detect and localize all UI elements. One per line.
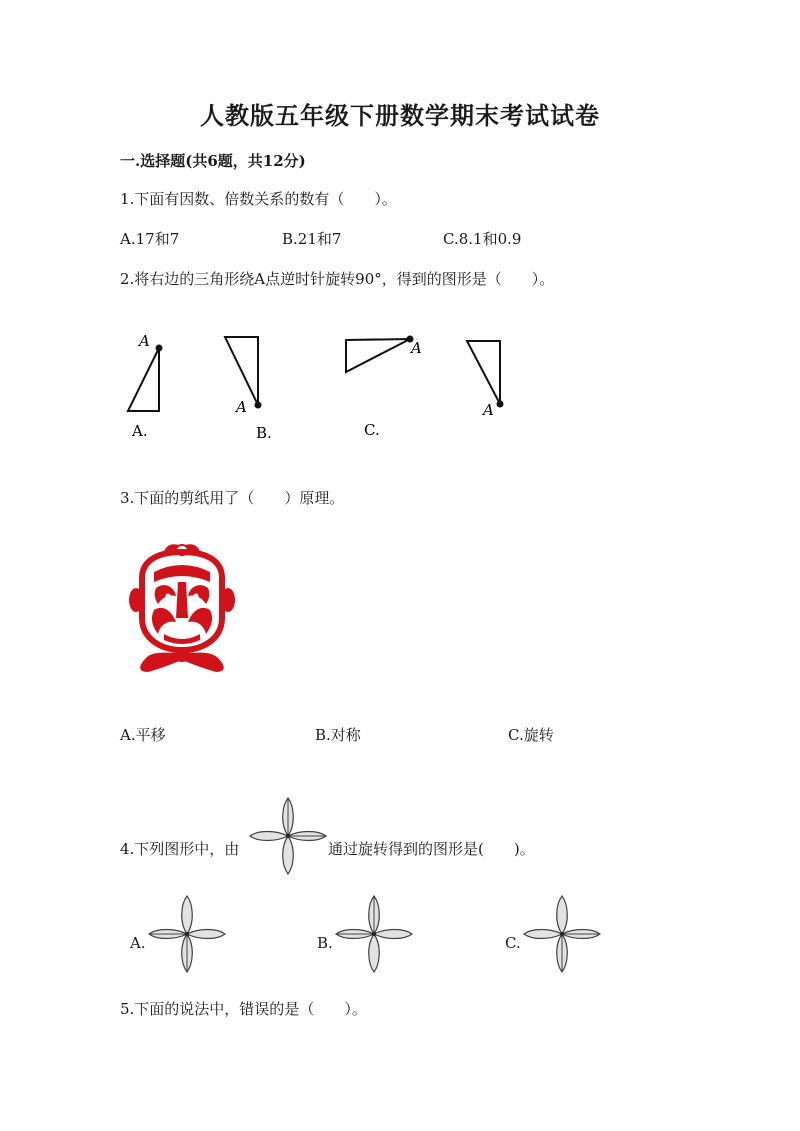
- question-5-text: 5.下面的说法中，错误的是（ ）。: [120, 1000, 367, 1018]
- point-label: A: [483, 401, 494, 419]
- section-heading: 一.选择题(共6题，共12分): [120, 152, 306, 170]
- flower-original-icon: [248, 796, 328, 876]
- triangle-option-b: [225, 337, 272, 442]
- question-4-option-a: A.: [130, 934, 146, 952]
- figure-label-b: B.: [256, 424, 272, 442]
- question-3-option-a: A.平移: [120, 726, 166, 744]
- flower-option-b-icon: [334, 894, 414, 974]
- original-triangle: [467, 341, 504, 419]
- figure-label-c: C.: [364, 421, 380, 439]
- flower-option-a-icon: [147, 894, 227, 974]
- question-1-option-c: C.8.1和0.9: [443, 230, 522, 248]
- question-1-option-b: B.21和7: [282, 230, 342, 248]
- question-3-text: 3.下面的剪纸用了（ ）原理。: [120, 489, 345, 507]
- figure-label-a: A.: [132, 422, 148, 440]
- triangle-option-c: [346, 336, 422, 440]
- point-label: A: [139, 332, 150, 350]
- question-2-text: 2.将右边的三角形绕A点逆时针旋转90°，得到的图形是（ ）。: [120, 270, 555, 288]
- papercut-image: [124, 538, 244, 678]
- question-4-text-after: 通过旋转得到的图形是( )。: [328, 840, 535, 858]
- point-label: A: [411, 339, 422, 357]
- question-4-option-b: B.: [317, 934, 333, 952]
- point-label: A: [236, 398, 247, 416]
- page-title: 人教版五年级下册数学期末考试试卷: [200, 101, 600, 130]
- question-4-text-before: 4.下列图形中，由: [120, 840, 240, 858]
- triangle-figures: [0, 320, 800, 460]
- question-1-option-a: A.17和7: [120, 230, 180, 248]
- question-3-option-b: B.对称: [315, 726, 361, 744]
- question-1-text: 1.下面有因数、倍数关系的数有（ ）。: [120, 190, 397, 208]
- question-3-option-c: C.旋转: [508, 726, 554, 744]
- triangle-option-a: [128, 332, 163, 440]
- flower-option-c-icon: [522, 894, 602, 974]
- question-4-option-c: C.: [505, 934, 521, 952]
